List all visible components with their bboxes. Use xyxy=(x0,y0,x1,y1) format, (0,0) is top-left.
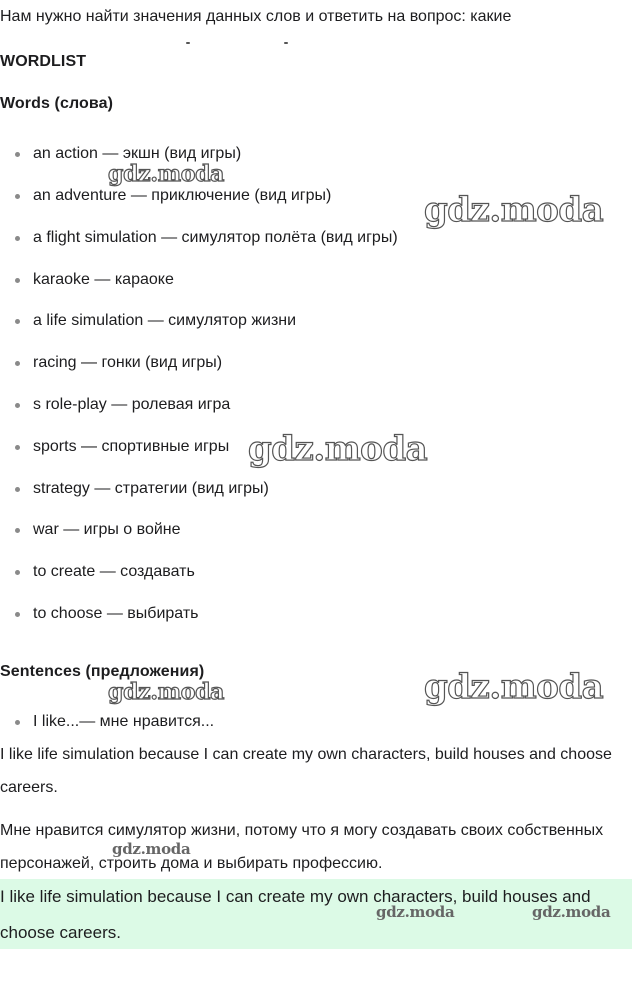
word-entry: an adventure — приключение (вид игры) xyxy=(33,187,332,204)
word-entry: s role-play — ролевая игра xyxy=(33,396,231,413)
word-entry: an action — экшн (вид игры) xyxy=(33,145,242,162)
watermark-logo: gdz.moda xyxy=(424,190,604,230)
sentences-heading: Sentences (предложения) xyxy=(0,663,205,680)
watermark-logo: gdz.moda xyxy=(248,429,428,469)
bullet-icon xyxy=(15,570,20,575)
phrase-entry: I like...— мне нравится... xyxy=(33,713,215,730)
watermark-logo: gdz.moda xyxy=(424,667,604,707)
wordlist-heading: WORDLIST xyxy=(0,53,87,70)
bullet-icon xyxy=(15,612,20,617)
watermark-logo: gdz.moda xyxy=(112,840,191,858)
words-heading: Words (слова) xyxy=(0,95,114,112)
bullet-icon xyxy=(15,236,20,241)
watermark-logo: gdz.moda xyxy=(532,903,611,921)
word-entry: racing — гонки (вид игры) xyxy=(33,354,223,371)
bullet-icon xyxy=(15,278,20,283)
bullet-icon xyxy=(15,361,20,366)
example-sentence-russian: Мне нравится симулятор жизни, потому что я могу создавать своих собственных персонажей, строить дома и выбирать профессию. xyxy=(0,822,604,872)
example-sentence-english: I like life simulation because I can create my own characters, build houses and choose careers. xyxy=(0,746,612,796)
word-entry: karaoke — караоке xyxy=(33,271,174,288)
word-entry: a life simulation — симулятор жизни xyxy=(33,312,297,329)
bullet-icon xyxy=(15,194,20,199)
word-entry: sports — спортивные игры xyxy=(33,438,230,455)
cut-off-text-line xyxy=(186,40,290,46)
bullet-icon xyxy=(15,152,20,157)
bullet-icon xyxy=(15,720,20,725)
watermark-logo: gdz.moda xyxy=(108,679,225,705)
word-entry: war — игры о войне xyxy=(33,521,181,538)
word-entry: strategy — стратегии (вид игры) xyxy=(33,480,269,497)
watermark-logo: gdz.moda xyxy=(108,161,225,187)
bullet-icon xyxy=(15,528,20,533)
answer-box xyxy=(0,879,632,949)
word-entry: a flight simulation — симулятор полёта (вид игры) xyxy=(33,229,398,246)
intro-text: Нам нужно найти значения данных слов и ответить на вопрос: какие xyxy=(0,8,512,25)
watermark-logo: gdz.moda xyxy=(376,903,455,921)
answer-text: I like life simulation because I can create my own characters, build houses and choose careers. xyxy=(0,887,591,942)
word-entry: to choose — выбирать xyxy=(33,605,199,622)
bullet-icon xyxy=(15,319,20,324)
word-entry: to create — создавать xyxy=(33,563,195,580)
bullet-icon xyxy=(15,403,20,408)
bullet-icon xyxy=(15,487,20,492)
bullet-icon xyxy=(15,445,20,450)
